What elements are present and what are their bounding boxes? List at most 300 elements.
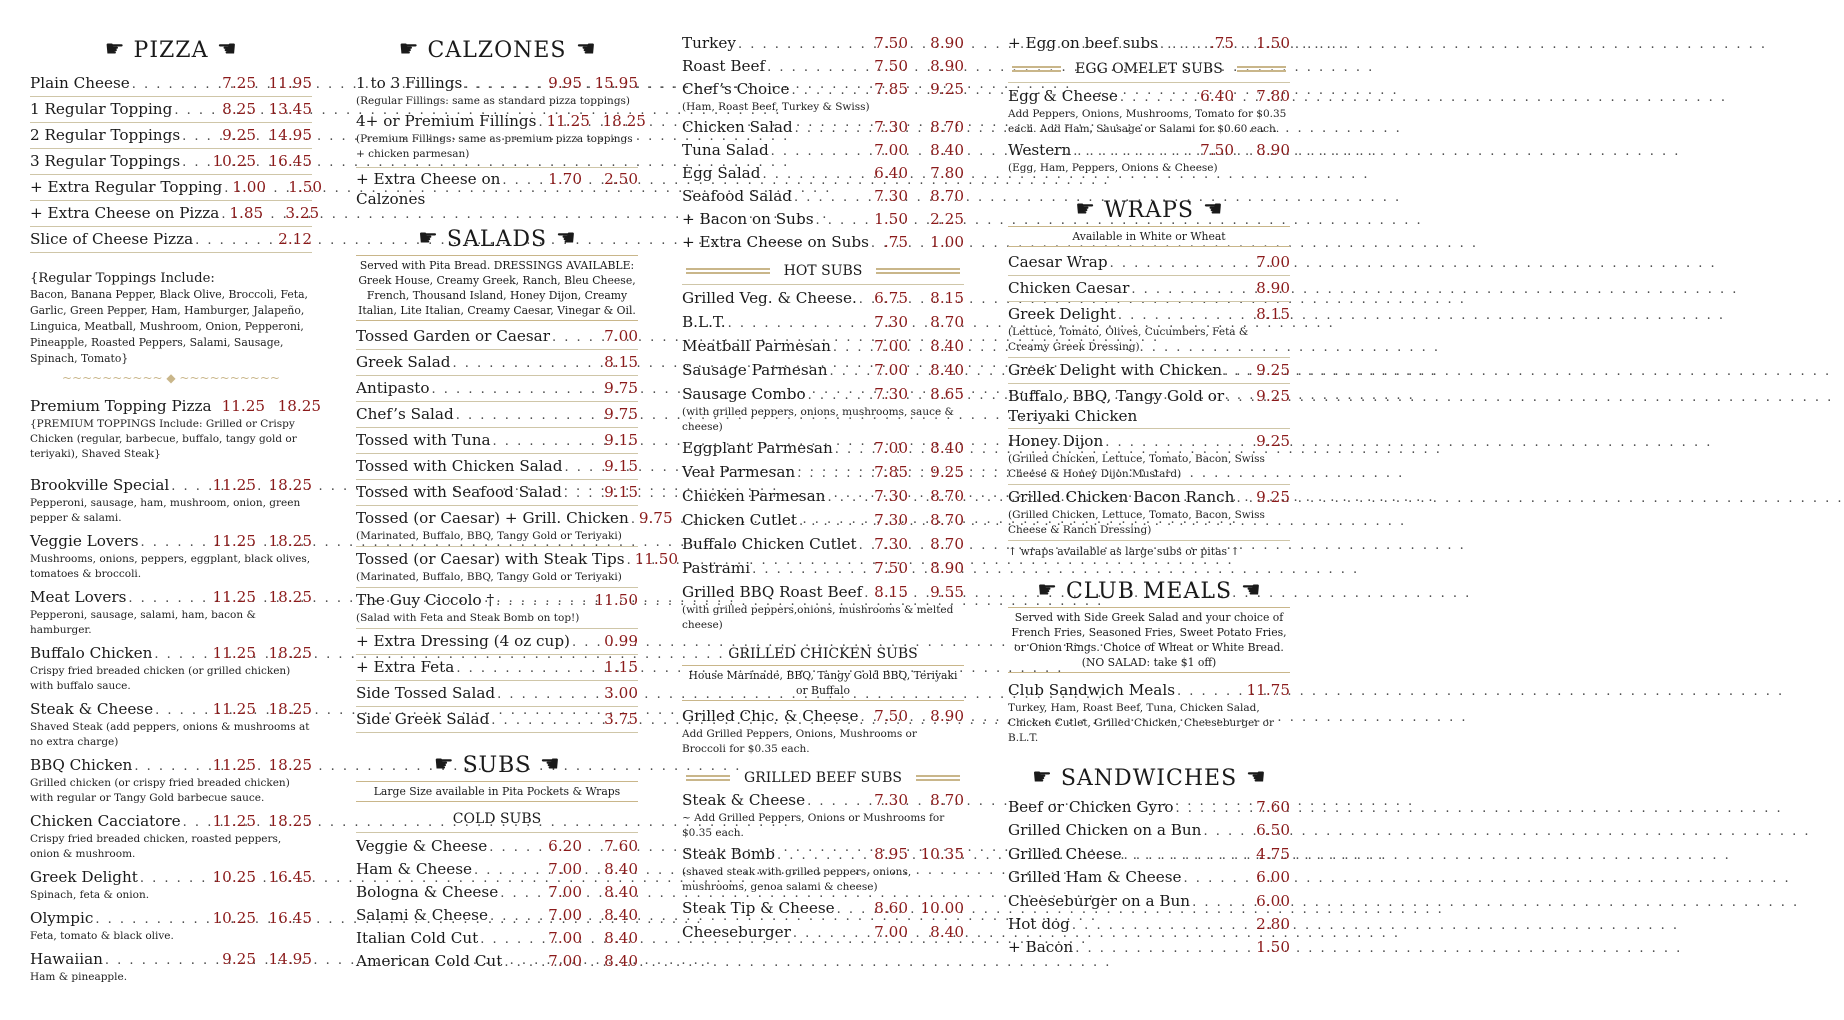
menu-item [356, 591, 638, 611]
item-name: Grilled Ham & Cheese [1008, 868, 1182, 887]
menu-item [1008, 892, 1290, 912]
item-name: Veal Parmesan [682, 463, 796, 481]
pointing-hand-icon: ☛ [418, 226, 439, 251]
menu-item [682, 583, 964, 603]
dot-leader [222, 179, 232, 198]
price-small: 1.85 [229, 204, 264, 222]
dot-leader [132, 757, 212, 776]
pointing-hand-icon: ☛ [539, 752, 561, 777]
dot-leader [536, 113, 546, 132]
price-large: 18.25 [268, 700, 312, 718]
menu-item: + Extra Cheese on . . . 1.70 2.50 [356, 170, 638, 190]
toppings-list: Bacon, Banana Pepper, Black Olive, Broccoli, Feta, Garlic, Green Pepper, Ham, Hamburger, Jalapeño, Linguica, Meatball, Mushroom, Onion, Pepperoni, Pineapple, Roasted Peppers, Salami, Sausage, Spinach, Tomato} [30, 288, 308, 365]
pointing-hand-icon: ☛ [1037, 578, 1058, 603]
item-name: Roast Beef [682, 57, 766, 75]
subs-column [682, 34, 964, 947]
item-name: + Extra Cheese on Pizza [30, 204, 220, 222]
menu-item [356, 353, 638, 373]
item-name: Tossed with Chicken Salad [356, 457, 563, 475]
price-large: 8.40 [930, 337, 964, 355]
item-name: Buffalo, BBQ, Tangy Gold or [1008, 387, 1225, 405]
dot-leader [562, 484, 604, 503]
item-name: Sausage Parmesan [682, 361, 828, 379]
item-name: Veggie Lovers [30, 532, 139, 550]
grilled-chicken-note: House Marinade, BBQ, Tangy Gold BBQ, Teriyaki or Buffalo [682, 665, 964, 701]
price-small: 11.25 [212, 700, 256, 718]
calzone-list [356, 74, 646, 165]
pointing-hand-icon: ☛ [104, 37, 126, 62]
menu-item [682, 385, 964, 405]
menu-item [1008, 361, 1290, 381]
price-large: 8.70 [930, 187, 964, 205]
sandwiches-title: SANDWICHES [1060, 765, 1238, 791]
price-small: 10.25 [212, 152, 256, 170]
item-name: Greek Salad [356, 353, 451, 371]
egg-omelet-heading: EGG OMELET SUBS [1008, 60, 1290, 78]
item-description: (Marinated, Buffalo, BBQ, Tangy Gold or Teriyaki) [356, 571, 622, 583]
wraps-heading [1008, 196, 1290, 224]
dot-leader [765, 58, 874, 77]
dot-leader [775, 846, 874, 865]
price-small: 7.30 [874, 535, 908, 553]
pizza-heading [30, 36, 312, 64]
pointing-hand-icon: ☛ [1240, 578, 1261, 603]
dot-leader [103, 951, 222, 970]
price-large: 8.90 [930, 559, 964, 577]
menu-item [682, 337, 964, 357]
price-small: 9.15 [604, 431, 638, 449]
price-large: 8.70 [930, 511, 964, 529]
price-large: 8.90 [930, 707, 964, 725]
pointing-hand-icon: ☛ [1201, 197, 1223, 222]
dot-leader [1174, 799, 1257, 818]
dot-leader [169, 477, 212, 496]
menu-item [30, 100, 312, 120]
price-small: 1.00 [232, 178, 267, 196]
price-large: 7.60 [604, 837, 638, 855]
item-name: Western [1008, 141, 1072, 159]
price-small: 7.50 [874, 707, 908, 725]
price-small: 6.20 [548, 837, 582, 855]
dot-leader [180, 153, 212, 172]
menu-item [1008, 798, 1290, 818]
menu-item [682, 313, 964, 333]
menu-item [356, 658, 638, 678]
item-name: Greek Delight [1008, 305, 1116, 323]
salads-heading [356, 225, 638, 253]
item-name: + Bacon [1008, 938, 1074, 957]
price-large: 8.70 [930, 535, 964, 553]
menu-item [682, 57, 964, 77]
premium-description: {PREMIUM TOPPINGS Include: Grilled or Crispy Chicken (regular, barbecue, buffalo, tangy gold or teriyaki), Shaved Steak} [30, 418, 297, 460]
menu-item [356, 929, 638, 949]
item-name: Chicken Cacciatore [30, 812, 181, 830]
price-large: 8.40 [604, 929, 638, 947]
menu-item [30, 812, 312, 832]
menu-item [356, 509, 673, 529]
menu-item: Premium Topping Pizza 11.25 18.25 [30, 397, 322, 415]
item-name: Greek Delight [30, 868, 138, 886]
item-description: Spinach, feta & onion. [30, 889, 150, 901]
price-large: 18.25 [602, 112, 646, 130]
pointing-hand-icon: ☛ [398, 37, 420, 62]
price-large: 8.70 [930, 487, 964, 505]
price-large: 11.95 [268, 74, 312, 92]
item-name: BBQ Chicken [30, 756, 133, 774]
item-name: Tossed with Seafood Salad [356, 483, 562, 501]
menu-item [356, 112, 646, 132]
item-name: 2 Regular Toppings [30, 126, 181, 144]
item-name: Plain Cheese [30, 74, 130, 92]
price-small: 9.75 [638, 509, 673, 527]
dot-leader [139, 533, 213, 552]
item-name: Tuna Salad [682, 141, 769, 159]
item-name: Chicken Caesar [1008, 279, 1130, 297]
item-name: Sausage Combo [682, 385, 806, 403]
price-small: 6.40 [1200, 87, 1234, 105]
club-description: Turkey, Ham, Roast Beef, Tuna, Chicken Salad, Chicken Cutlet, Grilled Chicken, Cheeseburger or B.L.T. [1008, 702, 1274, 744]
dot-leader [789, 81, 874, 100]
dot-leader [813, 211, 874, 230]
price-small: 9.25 [1256, 488, 1290, 506]
item-description: Crispy fried breaded chicken (or grilled chicken) with buffalo sauce. [30, 665, 291, 692]
price-small: 9.15 [604, 457, 638, 475]
calzones-title: CALZONES [427, 37, 567, 63]
price-large: 18.25 [268, 756, 312, 774]
item-description: (with grilled peppers, onions, mushrooms, sauce & cheese) [682, 406, 954, 433]
price-large: 16.45 [268, 868, 312, 886]
item-name: Slice of Cheese Pizza [30, 230, 194, 248]
price-small: 11.50 [594, 591, 638, 609]
salads-note: Served with Pita Bread. DRESSINGS AVAILABLE: Greek House, Creamy Greek, Ranch, Bleu Cheese, French, Thousand Island, Honey Dijon, Creamy Italian, Lite Italian, Creamy Caesar, Vinegar & Oil. [356, 255, 638, 321]
item-name: Meat Lovers [30, 588, 127, 606]
dot-leader [857, 536, 875, 555]
menu-item [30, 756, 312, 776]
menu-item [682, 535, 964, 555]
price-large: 8.40 [930, 923, 964, 941]
item-name: Steak Bomb [682, 845, 776, 863]
wraps-list [1008, 253, 1290, 541]
item-name: 4+ or Premium Fillings [356, 112, 537, 130]
dot-leader [857, 290, 874, 309]
item-name-continued: Teriyaki Chicken [1008, 407, 1138, 425]
item-name: Veggie & Cheese [356, 837, 488, 855]
item-name: 3 Regular Toppings [30, 152, 181, 170]
item-name: B.L.T. [682, 313, 726, 331]
item-name: 1 to 3 Fillings [356, 74, 463, 92]
price-large: 8.70 [930, 118, 964, 136]
menu-item [1008, 279, 1290, 299]
menu-item [356, 405, 638, 425]
item-description: Ham & pineapple. [30, 971, 128, 983]
hot-subs-list [682, 289, 964, 637]
item-name: Egg & Cheese [1008, 87, 1118, 105]
menu-item [30, 152, 312, 172]
menu-item [1008, 821, 1290, 841]
dot-leader [797, 512, 874, 531]
item-description: Pepperoni, sausage, ham, mushroom, onion, green pepper & salami. [30, 497, 301, 524]
dot-leader [502, 953, 548, 972]
price-large: 15.95 [594, 74, 638, 92]
item-name: Pastrami [682, 559, 751, 577]
dot-leader [462, 75, 548, 94]
item-name: Olympic [30, 909, 94, 927]
price-large: 14.95 [268, 950, 312, 968]
pointing-hand-icon: ☛ [216, 37, 238, 62]
price-small: 7.00 [1256, 253, 1290, 271]
menu-item [1008, 845, 1290, 865]
price-small: 7.00 [874, 923, 908, 941]
dot-leader [454, 659, 604, 678]
price-large: 16.45 [268, 909, 312, 927]
price-large: 8.90 [930, 34, 964, 52]
dot-leader [833, 440, 874, 459]
menu-item [682, 361, 964, 381]
menu-item [682, 210, 964, 230]
price-small: 7.60 [1256, 798, 1290, 816]
price-small: 6.00 [1256, 891, 1290, 910]
menu-item [682, 289, 964, 309]
menu-item [356, 710, 638, 730]
menu-item [356, 684, 638, 704]
item-name: Ham & Cheese [356, 860, 473, 878]
club-meals-title: CLUB MEALS [1065, 578, 1233, 604]
subs-heading [356, 751, 638, 779]
price-small: 7.00 [874, 361, 908, 379]
item-name: Tossed Garden or Caesar [356, 327, 550, 345]
pizza-title: PIZZA [133, 37, 209, 63]
dot-leader [494, 592, 594, 611]
dot-leader [487, 838, 548, 857]
price-large: 8.40 [604, 952, 638, 970]
price-small: 7.00 [548, 860, 582, 878]
price-small: 6.75 [874, 289, 908, 307]
item-description: (Egg, Ham, Peppers, Onions & Cheese) [1008, 162, 1218, 174]
item-name: Antipasto [356, 379, 430, 397]
dot-leader [562, 458, 604, 477]
item-name: Hot dog [1008, 914, 1070, 933]
menu-item [30, 909, 312, 929]
price-small: 9.15 [604, 483, 638, 501]
dot-leader [1116, 306, 1256, 325]
sandwiches-heading [1008, 764, 1290, 792]
item-name: Beef or Chicken Gyro [1008, 798, 1174, 816]
menu-item [682, 463, 964, 483]
dot-leader [858, 708, 874, 727]
price-small: 11.25 [212, 644, 256, 662]
price-small: 7.00 [548, 906, 582, 924]
price-large: 18.25 [268, 644, 312, 662]
cold-subs-heading: COLD SUBS [452, 811, 542, 827]
price-large: 18.25 [268, 476, 312, 494]
price-small: 1.15 [604, 658, 638, 676]
item-name: Grilled Chicken on a Bun [1008, 821, 1202, 840]
toppings-title: {Regular Toppings Include: [30, 271, 215, 286]
item-name: Steak & Cheese [682, 791, 806, 809]
dot-leader [570, 633, 604, 652]
menu-item [30, 230, 312, 250]
grilled-beef-heading: GRILLED BEEF SUBS [682, 769, 964, 787]
menu-item [682, 707, 964, 727]
price-large: 18.25 [268, 532, 312, 550]
price-large: 9.25 [930, 80, 964, 98]
price-small: 11.25 [212, 756, 256, 774]
menu-item [30, 126, 312, 146]
price-small: 7.50 [1200, 141, 1234, 159]
item-name: Steak Tip & Cheese [682, 899, 835, 917]
price-small: 7.00 [548, 929, 582, 947]
menu-item [682, 899, 964, 919]
item-description: (Lettuce, Tomato, Olives, Cucumbers, Feta & Creamy Greek Dressing) [1008, 326, 1249, 353]
dot-leader [1118, 88, 1200, 107]
price-large: 8.70 [930, 791, 964, 809]
specialty-pizza-list [30, 476, 312, 991]
item-name: Cheeseburger on a Bun [1008, 891, 1191, 910]
price-large: 8.40 [930, 141, 964, 159]
dot-leader [835, 900, 875, 919]
dot-leader [126, 589, 212, 608]
price-small: 9.25 [222, 950, 256, 968]
menu-item [1008, 915, 1290, 935]
item-description: Add Grilled Peppers, Onions, Mushrooms or Broccoli for $0.35 each. [682, 728, 917, 755]
item-description: Shaved Steak (add peppers, onions & mushrooms at no extra charge) [30, 721, 310, 748]
item-description: (Grilled Chicken, Lettuce, Tomato, Bacon, Swiss Cheese & Honey Dijon Mustard) [1008, 453, 1265, 480]
dot-leader [1071, 142, 1200, 161]
menu-item [1008, 938, 1290, 958]
price-small: 7.00 [548, 883, 582, 901]
price-small: 9.75 [604, 405, 638, 423]
menu-item [682, 439, 964, 459]
club-meals-note: Served with Side Greek Salad and your choice of French Fries, Seasoned Fries, Sweet Potato Fries, or Onion Rings. Choice of Wheat or White Bread. (NO SALAD: take $1 off) [1008, 607, 1290, 673]
price-small: 11.25 [546, 112, 590, 130]
menu-item [30, 588, 312, 608]
item-name: Grilled Veg. & Cheese. [682, 289, 857, 307]
item-description: (Salad with Feta and Steak Bomb on top!) [356, 612, 580, 624]
dot-leader [495, 685, 604, 704]
price-large: 10.00 [920, 899, 964, 917]
price-small: 1.50 [874, 210, 908, 228]
dot-leader [750, 560, 874, 579]
pointing-hand-icon: ☛ [1032, 765, 1053, 790]
item-description: (with grilled peppers,onions, mushrooms & melted cheese) [682, 604, 954, 631]
dot-leader [869, 234, 884, 253]
menu-item [682, 511, 964, 531]
dot-leader [152, 645, 212, 664]
menu-item [356, 379, 638, 399]
price-large: 8.15 [930, 289, 964, 307]
menu-item [30, 868, 312, 888]
menu-item: + Egg on beef subs . . . .75 1.50 [1008, 34, 1290, 54]
dot-leader [153, 701, 212, 720]
subs-title: SUBS [462, 752, 532, 778]
price-large: 8.90 [930, 57, 964, 75]
price-small: 10.25 [212, 868, 256, 886]
price-small: 9.25 [222, 126, 256, 144]
menu-item [682, 118, 964, 138]
price-large: 1.00 [930, 233, 964, 251]
price-small: 7.00 [604, 327, 638, 345]
item-description: Grilled chicken (or crispy fried breaded chicken) with regular or Tangy Gold barbecue sauce. [30, 777, 290, 804]
menu-item [1008, 868, 1290, 888]
wraps-footnote: ↑ wraps available as large subs or pitas ↑ [1008, 545, 1240, 558]
pointing-hand-icon: ☛ [555, 226, 576, 251]
dot-leader [430, 380, 605, 399]
price-small: 7.50 [874, 57, 908, 75]
dot-leader [472, 861, 548, 880]
price-small: 9.75 [604, 379, 638, 397]
price-large: 1.50 [288, 178, 323, 196]
dot-leader [1129, 280, 1256, 299]
item-description: Pepperoni, sausage, salami, ham, bacon & hamburger. [30, 609, 256, 636]
price-large: 18.25 [268, 812, 312, 830]
item-name: Honey Dijon [1008, 432, 1104, 450]
dot-leader [793, 119, 875, 138]
price-small: 9.25 [1256, 387, 1290, 405]
menu-item [682, 923, 964, 943]
item-name: Buffalo Chicken [30, 644, 153, 662]
menu-item [356, 327, 638, 347]
menu-item [356, 431, 638, 451]
item-name: Side Tossed Salad [356, 684, 496, 702]
menu-item [682, 34, 964, 54]
pointing-hand-icon: ☛ [433, 752, 455, 777]
menu-item [356, 883, 638, 903]
item-name: Greek Delight with Chicken [1008, 361, 1223, 379]
item-description: ~ Add Grilled Peppers, Onions or Mushrooms for $0.35 each. [682, 812, 945, 839]
price-small: 11.25 [212, 532, 256, 550]
price-small: 6.50 [1256, 821, 1290, 840]
price-small: 9.25 [1256, 361, 1290, 379]
price-small: 7.30 [874, 385, 908, 403]
wraps-club-sandwich-column [1008, 34, 1290, 962]
grilled-chicken-heading: GRILLED CHICKEN SUBS [728, 646, 918, 662]
price-large: 8.90 [1256, 141, 1290, 159]
dot-leader [193, 231, 278, 250]
menu-item [356, 952, 638, 972]
item-name: Tossed (or Caesar) with Steak Tips [356, 550, 625, 568]
dot-leader [93, 910, 212, 929]
item-name: Cheeseburger [682, 923, 791, 941]
menu-item [30, 204, 320, 224]
price-small: 7.00 [548, 952, 582, 970]
dot-leader [1182, 869, 1257, 888]
dot-leader [1103, 433, 1256, 452]
dot-leader [1070, 916, 1256, 935]
price-small: 7.30 [874, 313, 908, 331]
menu-item [30, 644, 312, 664]
item-description: (Regular Fillings: same as standard pizza toppings) [356, 95, 631, 107]
price-large: 16.45 [268, 152, 312, 170]
menu-item [356, 550, 679, 570]
item-name: Chef’s Choice [682, 80, 790, 98]
menu-item [356, 906, 638, 926]
price-small: 7.85 [874, 463, 908, 481]
item-name: + Extra Feta [356, 658, 455, 676]
item-description: Crispy fried breaded chicken, roasted peppers, onion & mushroom. [30, 833, 282, 860]
price-large: 18.25 [268, 588, 312, 606]
grilled-chicken-list [682, 707, 964, 761]
dot-leader [760, 165, 874, 184]
item-name: The Guy Ciccolo † [356, 591, 495, 609]
price-large: 2.25 [930, 210, 964, 228]
price-large: 8.40 [604, 883, 638, 901]
menu-item [30, 950, 312, 970]
price-small: 7.00 [874, 439, 908, 457]
grilled-beef-list [682, 791, 964, 947]
price-large: 8.40 [604, 906, 638, 924]
pointing-hand-icon: ☛ [1075, 197, 1097, 222]
menu-item [1008, 87, 1290, 107]
